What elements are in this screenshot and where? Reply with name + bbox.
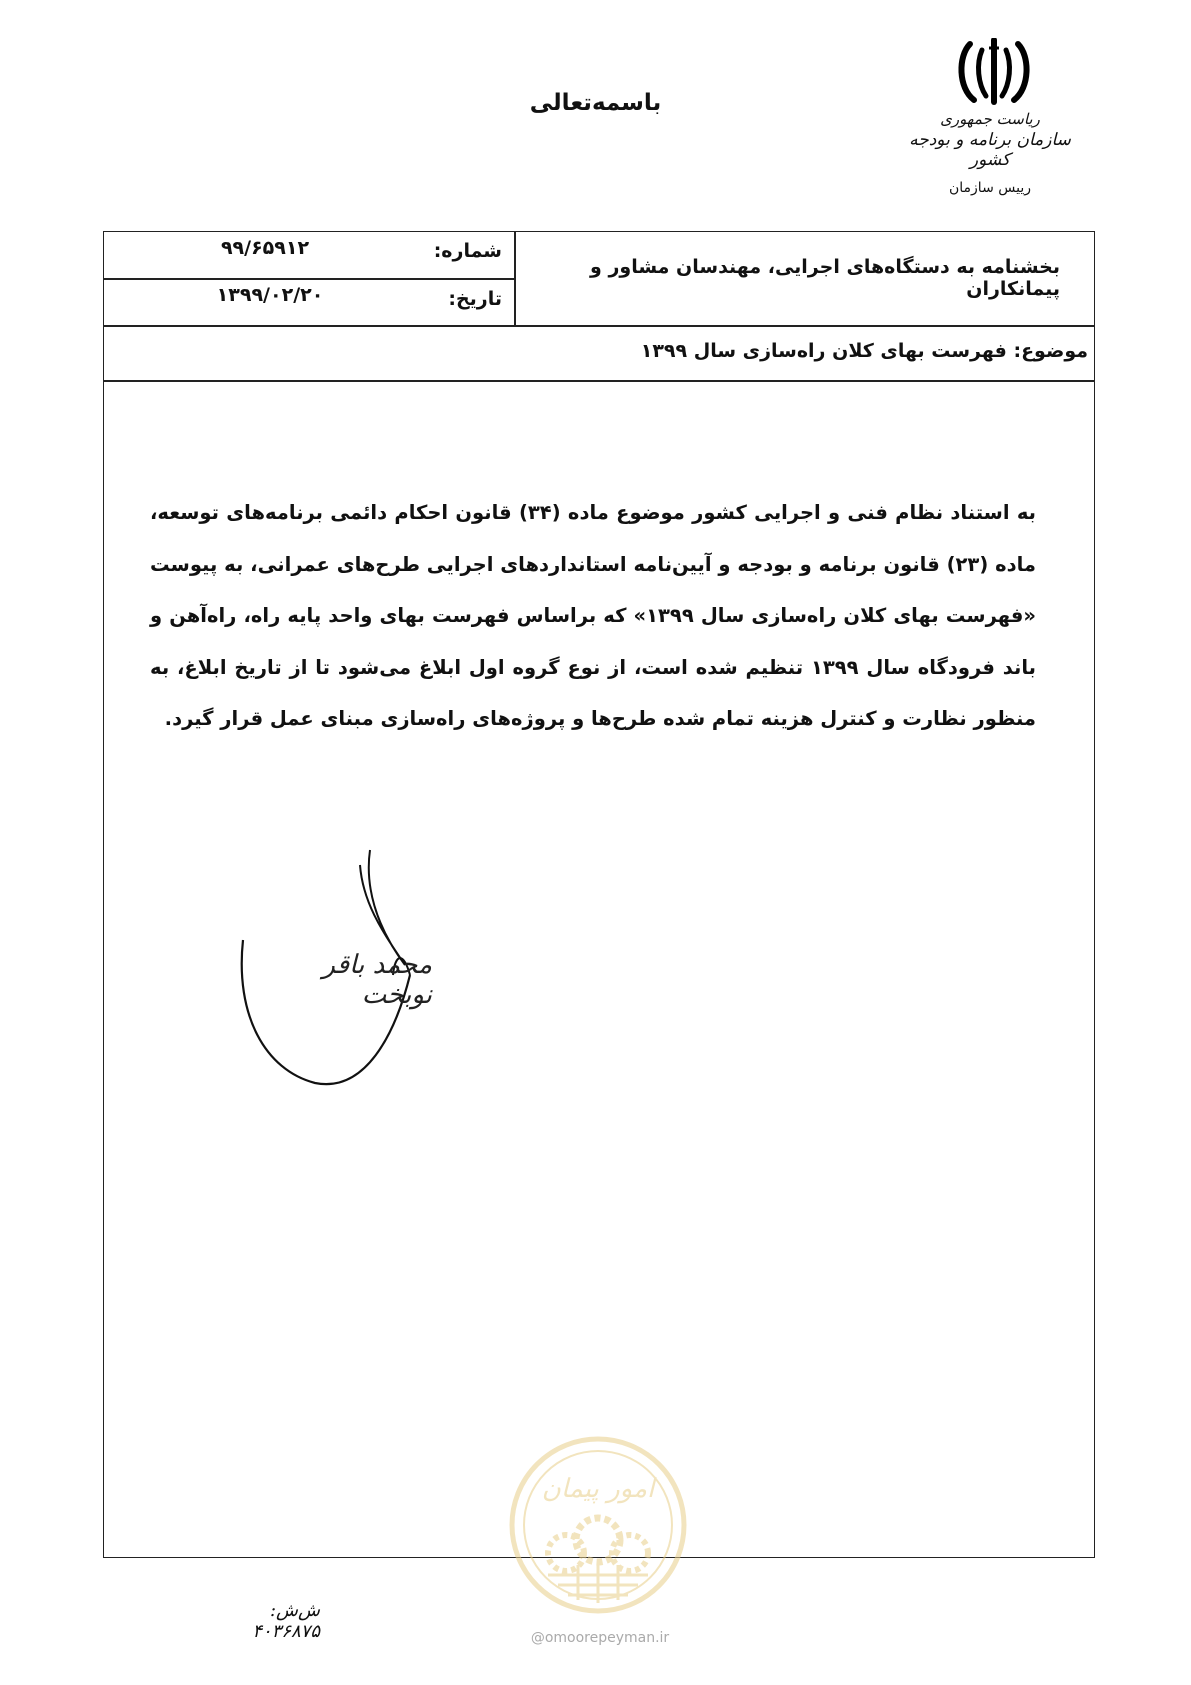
- subject-bottom-divider: [103, 380, 1095, 382]
- number-value: ۹۹/۶۵۹۱۲: [220, 237, 310, 259]
- number-date-divider: [103, 278, 515, 280]
- org-head-title: رییس سازمان: [949, 180, 1031, 196]
- omoorepeyman-watermark-logo: [508, 1435, 688, 1615]
- bismillah-heading: باسمه‌تعالی: [529, 90, 662, 116]
- date-value: ۱۳۹۹/۰۲/۲۰: [216, 284, 324, 306]
- organization-block: [900, 110, 1080, 196]
- footer-code: ش‌ش: ۴۰۳۶۸۷۵: [252, 1600, 320, 1642]
- watermark-logo-text: امور پیمان: [541, 1474, 655, 1504]
- org-presidency: ریاست جمهوری: [940, 110, 1040, 128]
- number-label: شماره:: [433, 240, 502, 262]
- signature-name: محمد باقر نوبخت: [322, 950, 432, 1010]
- subject-line: موضوع: فهرست بهای کلان راه‌سازی سال ۱۳۹۹: [640, 340, 1088, 362]
- date-label: تاریخ:: [448, 288, 502, 310]
- recipient-text: بخشنامه به دستگاه‌های اجرایی، مهندسان مشاور و پیمانکاران: [590, 256, 1060, 300]
- org-name: سازمان برنامه و بودجه کشور: [909, 130, 1071, 170]
- watermark-site-text: @omoorepeyman.ir: [530, 1630, 670, 1646]
- iran-emblem-icon: [956, 38, 1032, 106]
- recipient-line: [520, 230, 1060, 326]
- body-paragraph: به استناد نظام فنی و اجرایی کشور موضوع ماده (۳۴) قانون احکام دائمی برنامه‌های توسعه، ماده (۲۳) قانون برنامه و بودجه و آیین‌نامه استانداردهای اجرایی طرح‌های عمرانی، به پیوست «فهرست بهای کلان راه‌سازی سال ۱۳۹۹» که براساس فهرست بهای واحد پایه راه، راه‌آهن و باند فرودگاه سال ۱۳۹۹ تنظیم شده است، از نوع گروه اول ابلاغ می‌شود تا از تاریخ ابلاغ، به منظور نظارت و کنترل هزینه تمام شده طرح‌ها و پروژه‌های راه‌سازی مبنای عمل قرار گیرد.: [150, 501, 1037, 730]
